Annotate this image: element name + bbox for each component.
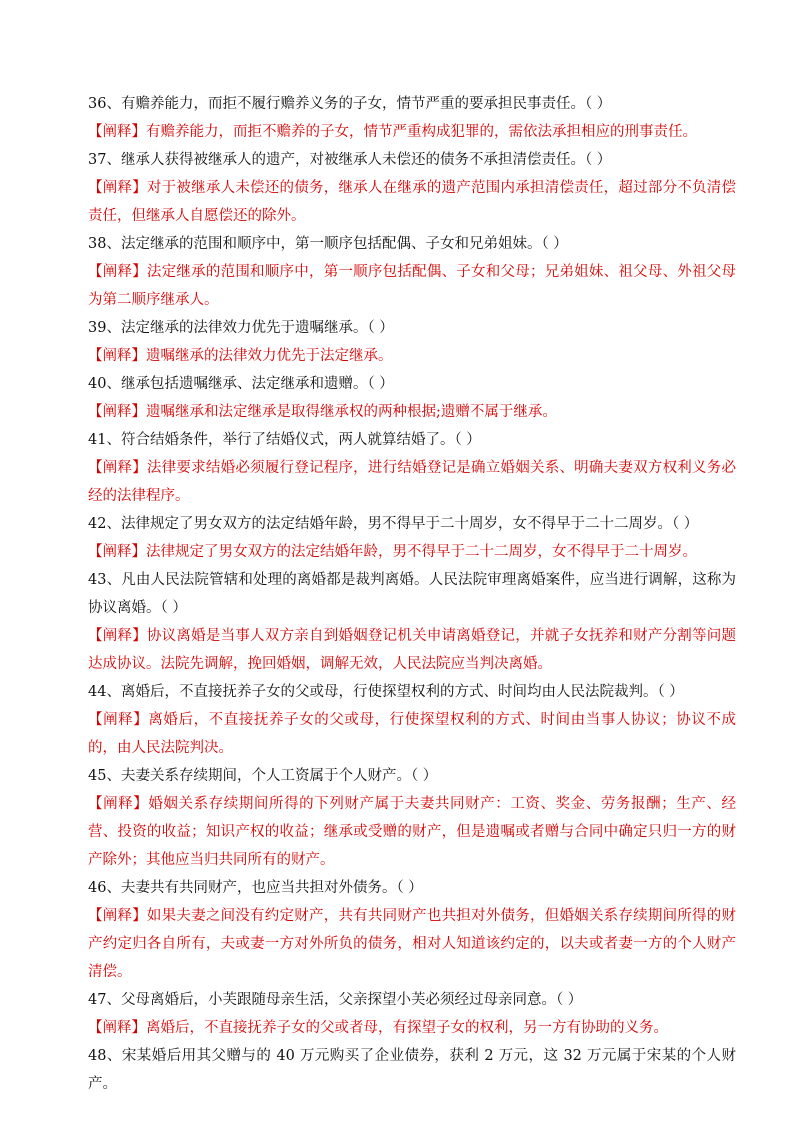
explanation-39: 【阐释】遗嘱继承的法律效力优先于法定继承。 — [88, 348, 393, 364]
explanation-44: 【阐释】离婚后，不直接抚养子女的父或母，行使探望权利的方式、时间由当事人协议；协议不成的，由人民法院判决。 — [88, 712, 736, 756]
question-36: 36、有赡养能力，而拒不履行赡养义务的子女，情节严重的要承担民事责任。（ ） — [88, 96, 612, 112]
question-48: 48、宋某婚后用其父赠与的 40 万元购买了企业债券，获利 2 万元，这 32 万元属于宋某的个人财产。 — [88, 1048, 736, 1092]
question-46: 46、夫妻共有共同财产，也应当共担对外债务。（ ） — [88, 880, 423, 896]
explanation-36: 【阐释】有赡养能力，而拒不赡养的子女，情节严重构成犯罪的，需依法承担相应的刑事责任。 — [88, 124, 697, 140]
explanation-38: 【阐释】法定继承的范围和顺序中，第一顺序包括配偶、子女和父母；兄弟姐妹、祖父母、外祖父母为第二顺序继承人。 — [88, 264, 736, 308]
question-42: 42、法律规定了男女双方的法定结婚年龄，男不得早于二十周岁，女不得早于二十二周岁。（ ） — [88, 516, 699, 532]
question-38: 38、法定继承的范围和顺序中，第一顺序包括配偶、子女和兄弟姐妹。（ ） — [88, 236, 568, 252]
question-40: 40、继承包括遗嘱继承、法定继承和遗赠。（ ） — [88, 376, 394, 392]
explanation-43: 【阐释】协议离婚是当事人双方亲自到婚姻登记机关申请离婚登记，并就子女抚养和财产分割等问题达成协议。法院先调解，挽回婚姻，调解无效，人民法院应当判决离婚。 — [88, 628, 736, 672]
explanation-42: 【阐释】法律规定了男女双方的法定结婚年龄，男不得早于二十二周岁，女不得早于二十周岁。 — [88, 544, 697, 560]
explanation-46: 【阐释】如果夫妻之间没有约定财产，共有共同财产也共担对外债务，但婚姻关系存续期间所得的财产约定归各自所有，夫或妻一方对外所负的债务，相对人知道该约定的，以夫或者妻一方的个人财产清偿。 — [88, 908, 736, 980]
explanation-41: 【阐释】法律要求结婚必须履行登记程序，进行结婚登记是确立婚姻关系、明确夫妻双方权利义务必经的法律程序。 — [88, 460, 736, 504]
question-39: 39、法定继承的法律效力优先于遗嘱继承。（ ） — [88, 320, 394, 336]
document-page — [88, 90, 736, 1098]
explanation-45: 【阐释】婚姻关系存续期间所得的下列财产属于夫妻共同财产：工资、奖金、劳务报酬；生产、经营、投资的收益；知识产权的收益；继承或受赠的财产，但是遗嘱或者赠与合同中确定只归一方的财产除外；其他应当归共同所有的财产。 — [88, 796, 736, 868]
explanation-47: 【阐释】离婚后，不直接抚养子女的父或者母，有探望子女的权利，另一方有协助的义务。 — [88, 1020, 668, 1036]
question-45: 45、夫妻关系存续期间，个人工资属于个人财产。（ ） — [88, 768, 438, 784]
question-43: 43、凡由人民法院管辖和处理的离婚都是裁判离婚。人民法院审理离婚案件，应当进行调解，这称为协议离婚。（ ） — [88, 572, 736, 616]
question-41: 41、符合结婚条件，举行了结婚仪式，两人就算结婚了。（ ） — [88, 432, 481, 448]
question-37: 37、继承人获得被继承人的遗产，对被继承人未偿还的债务不承担清偿责任。（ ） — [88, 152, 612, 168]
explanation-37: 【阐释】对于被继承人未偿还的债务，继承人在继承的遗产范围内承担清偿责任，超过部分不负清偿责任，但继承人自愿偿还的除外。 — [88, 180, 736, 224]
question-47: 47、父母离婚后，小芙跟随母亲生活，父亲探望小芙必须经过母亲同意。（ ） — [88, 992, 583, 1008]
question-44: 44、离婚后，不直接抚养子女的父或母，行使探望权利的方式、时间均由人民法院裁判。（ ） — [88, 684, 684, 700]
explanation-40: 【阐释】遗嘱继承和法定继承是取得继承权的两种根据;遗赠不属于继承。 — [88, 404, 557, 420]
